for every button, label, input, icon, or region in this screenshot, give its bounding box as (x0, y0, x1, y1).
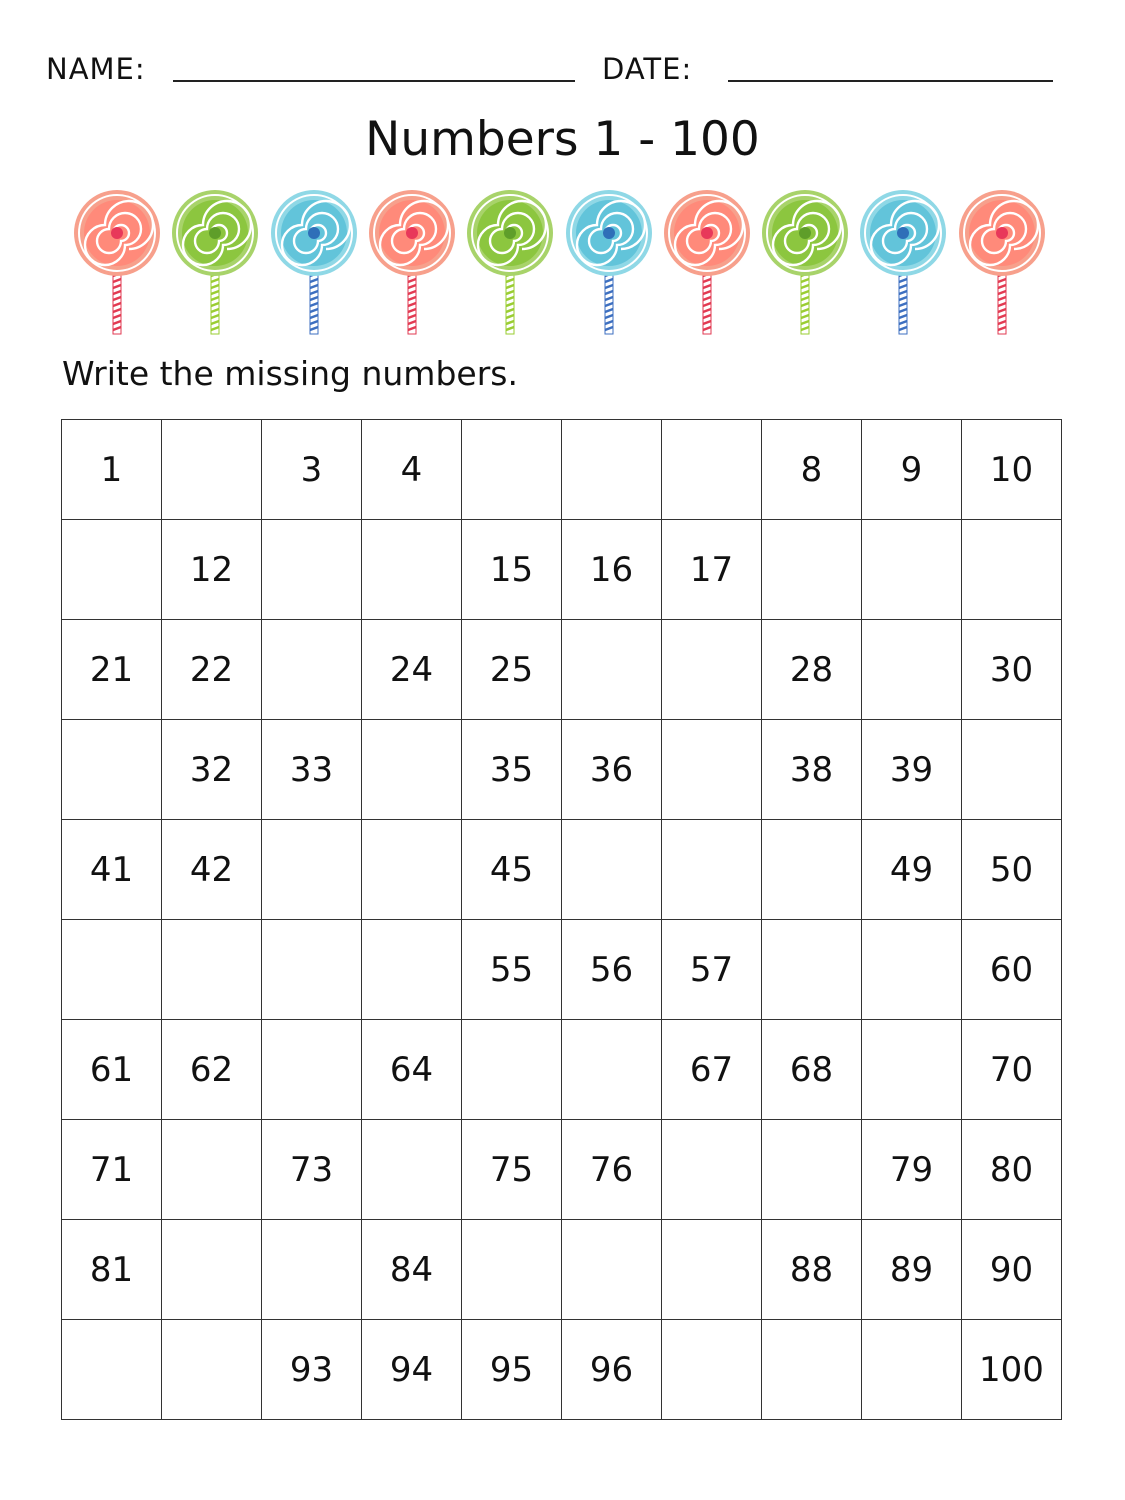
blank-cell[interactable] (662, 620, 762, 720)
blank-cell[interactable] (62, 720, 162, 820)
blank-cell[interactable] (162, 1220, 262, 1320)
number-cell: 33 (262, 720, 362, 820)
number-cell: 57 (662, 920, 762, 1020)
blank-cell[interactable] (162, 1320, 262, 1420)
blank-cell[interactable] (362, 820, 462, 920)
blank-cell[interactable] (562, 1020, 662, 1120)
blank-cell[interactable] (962, 720, 1062, 820)
number-cell: 50 (962, 820, 1062, 920)
grid-row (62, 1220, 1062, 1320)
blank-cell[interactable] (562, 1220, 662, 1320)
lollipop-icon (858, 188, 948, 338)
number-cell: 90 (962, 1220, 1062, 1320)
name-label: NAME: (46, 52, 146, 86)
lollipop-icon (564, 188, 654, 338)
blank-cell[interactable] (562, 420, 662, 520)
name-field-line[interactable] (173, 80, 575, 82)
number-cell: 79 (862, 1120, 962, 1220)
number-cell: 25 (462, 620, 562, 720)
blank-cell[interactable] (762, 1320, 862, 1420)
number-cell: 41 (62, 820, 162, 920)
blank-cell[interactable] (462, 420, 562, 520)
blank-cell[interactable] (262, 620, 362, 720)
number-cell: 16 (562, 520, 662, 620)
blank-cell[interactable] (662, 1320, 762, 1420)
grid-row (62, 820, 1062, 920)
blank-cell[interactable] (662, 420, 762, 520)
number-cell: 38 (762, 720, 862, 820)
grid-row (62, 620, 1062, 720)
grid-row (62, 1320, 1062, 1420)
number-cell: 70 (962, 1020, 1062, 1120)
number-cell: 56 (562, 920, 662, 1020)
number-cell: 67 (662, 1020, 762, 1120)
number-cell: 84 (362, 1220, 462, 1320)
number-cell: 93 (262, 1320, 362, 1420)
blank-cell[interactable] (862, 920, 962, 1020)
number-cell: 61 (62, 1020, 162, 1120)
number-cell: 45 (462, 820, 562, 920)
grid-row (62, 920, 1062, 1020)
page-title: Numbers 1 - 100 (365, 112, 760, 167)
grid-row (62, 420, 1062, 520)
lollipop-icon (957, 188, 1047, 338)
number-cell: 68 (762, 1020, 862, 1120)
lollipop-icon (760, 188, 850, 338)
number-cell: 80 (962, 1120, 1062, 1220)
number-cell: 1 (62, 420, 162, 520)
number-cell: 22 (162, 620, 262, 720)
number-cell: 64 (362, 1020, 462, 1120)
blank-cell[interactable] (262, 920, 362, 1020)
number-cell: 73 (262, 1120, 362, 1220)
header-row (46, 44, 1066, 94)
blank-cell[interactable] (862, 1020, 962, 1120)
blank-cell[interactable] (262, 1020, 362, 1120)
blank-cell[interactable] (862, 1320, 962, 1420)
blank-cell[interactable] (762, 920, 862, 1020)
blank-cell[interactable] (662, 1220, 762, 1320)
blank-cell[interactable] (162, 1120, 262, 1220)
blank-cell[interactable] (762, 520, 862, 620)
date-field-line[interactable] (728, 80, 1053, 82)
grid-row (62, 1020, 1062, 1120)
blank-cell[interactable] (262, 1220, 362, 1320)
blank-cell[interactable] (662, 720, 762, 820)
number-cell: 8 (762, 420, 862, 520)
number-cell: 3 (262, 420, 362, 520)
blank-cell[interactable] (62, 520, 162, 620)
number-cell: 24 (362, 620, 462, 720)
blank-cell[interactable] (262, 820, 362, 920)
number-cell: 15 (462, 520, 562, 620)
number-cell: 62 (162, 1020, 262, 1120)
blank-cell[interactable] (362, 1120, 462, 1220)
number-cell: 88 (762, 1220, 862, 1320)
number-cell: 17 (662, 520, 762, 620)
number-cell: 30 (962, 620, 1062, 720)
number-grid (61, 419, 1062, 1420)
number-cell: 60 (962, 920, 1062, 1020)
blank-cell[interactable] (62, 1320, 162, 1420)
blank-cell[interactable] (462, 1020, 562, 1120)
blank-cell[interactable] (862, 520, 962, 620)
number-cell: 42 (162, 820, 262, 920)
number-cell: 71 (62, 1120, 162, 1220)
number-cell: 96 (562, 1320, 662, 1420)
lollipop-icon (269, 188, 359, 338)
number-cell: 81 (62, 1220, 162, 1320)
number-cell: 49 (862, 820, 962, 920)
lollipop-icon (367, 188, 457, 338)
blank-cell[interactable] (962, 520, 1062, 620)
number-cell: 4 (362, 420, 462, 520)
number-cell: 89 (862, 1220, 962, 1320)
number-cell: 21 (62, 620, 162, 720)
blank-cell[interactable] (762, 820, 862, 920)
blank-cell[interactable] (262, 520, 362, 620)
blank-cell[interactable] (862, 620, 962, 720)
lollipop-icon (170, 188, 260, 338)
number-cell: 94 (362, 1320, 462, 1420)
number-cell: 55 (462, 920, 562, 1020)
blank-cell[interactable] (562, 820, 662, 920)
number-cell: 32 (162, 720, 262, 820)
number-cell: 76 (562, 1120, 662, 1220)
blank-cell[interactable] (762, 1120, 862, 1220)
blank-cell[interactable] (562, 620, 662, 720)
blank-cell[interactable] (362, 720, 462, 820)
blank-cell[interactable] (662, 1120, 762, 1220)
grid-row (62, 520, 1062, 620)
number-cell: 28 (762, 620, 862, 720)
blank-cell[interactable] (462, 1220, 562, 1320)
blank-cell[interactable] (162, 420, 262, 520)
number-cell: 36 (562, 720, 662, 820)
lollipop-row (72, 188, 1052, 338)
grid-row (62, 720, 1062, 820)
instruction-text: Write the missing numbers. (62, 354, 518, 393)
grid-row (62, 1120, 1062, 1220)
date-label: DATE: (602, 52, 693, 86)
lollipop-icon (72, 188, 162, 338)
blank-cell[interactable] (362, 520, 462, 620)
blank-cell[interactable] (162, 920, 262, 1020)
number-cell: 35 (462, 720, 562, 820)
lollipop-icon (662, 188, 752, 338)
number-cell: 39 (862, 720, 962, 820)
number-cell: 75 (462, 1120, 562, 1220)
lollipop-icon (465, 188, 555, 338)
blank-cell[interactable] (62, 920, 162, 1020)
blank-cell[interactable] (662, 820, 762, 920)
number-cell: 9 (862, 420, 962, 520)
number-cell: 95 (462, 1320, 562, 1420)
number-cell: 100 (962, 1320, 1062, 1420)
number-cell: 12 (162, 520, 262, 620)
number-cell: 10 (962, 420, 1062, 520)
blank-cell[interactable] (362, 920, 462, 1020)
